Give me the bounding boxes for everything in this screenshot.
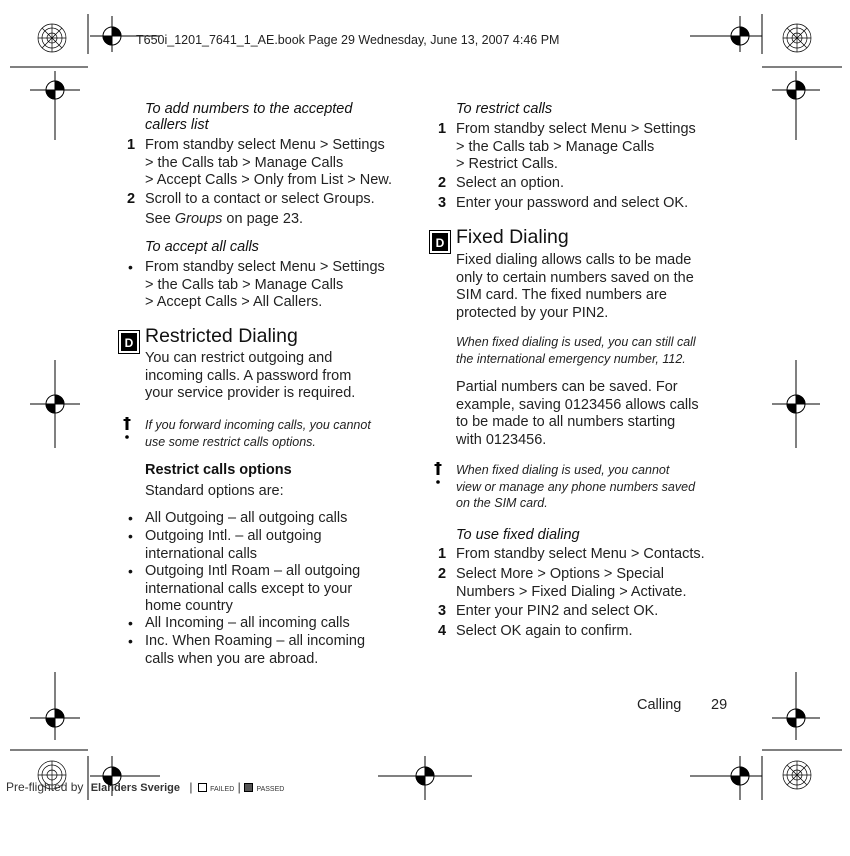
registration-target-bottom-left	[30, 709, 80, 727]
accept-all-heading: To accept all calls	[145, 239, 259, 255]
use-step-3: Enter your PIN2 and select OK.	[456, 603, 659, 619]
option-outgoing-intl: Outgoing Intl. – all outgoing international calls	[145, 528, 322, 562]
step-number: 1	[127, 137, 136, 153]
footer-section: Calling	[637, 697, 682, 713]
bullet: •	[128, 615, 133, 631]
bullet: •	[128, 528, 133, 544]
crop-mark-top-left	[10, 14, 88, 140]
color-wheel-top-left	[38, 24, 66, 52]
restrict-calls-heading: To restrict calls	[456, 101, 553, 117]
use-step-4: Select OK again to confirm.	[456, 623, 633, 639]
step-number: 2	[438, 175, 447, 191]
see-groups-reference: See Groups on page 23.	[145, 210, 304, 227]
step-number: 1	[438, 121, 447, 137]
registration-target-bottom-center	[378, 756, 472, 800]
add-step-1: From standby select Menu > Settings > the Calls tab > Manage Calls > Accept Calls > Only from List > New.	[145, 137, 393, 188]
bullet: •	[128, 510, 133, 526]
standard-options-text: Standard options are:	[145, 483, 284, 499]
failed-checkbox	[198, 783, 207, 792]
registration-target-bottom-right	[772, 709, 820, 727]
warning-icon	[434, 462, 442, 486]
option-all-outgoing: All Outgoing – all outgoing calls	[145, 510, 348, 526]
restrict-options-heading: Restrict calls options	[145, 462, 292, 478]
registration-target-mid-left	[30, 360, 80, 448]
sim-numbers-note: When fixed dialing is used, you cannot view or manage any phone numbers saved on the SIM card.	[456, 463, 696, 510]
registration-target-top-right	[690, 16, 762, 52]
bullet: •	[128, 633, 133, 649]
restrict-step-2: Select an option.	[456, 175, 565, 191]
use-step-1: From standby select Menu > Contacts.	[456, 546, 705, 562]
bullet: •	[128, 259, 133, 275]
step-number: 4	[438, 623, 447, 639]
passed-checkbox	[244, 783, 253, 792]
step-number: 3	[438, 603, 447, 619]
step-number: 2	[127, 191, 136, 207]
crop-mark-bottom-right	[762, 672, 842, 800]
emergency-number-note: When fixed dialing is used, you can still call the international emergency number, 112.	[456, 335, 696, 366]
print-header: T650i_1201_7641_1_AE.book Page 29 Wednesday, June 13, 2007 4:46 PM	[136, 33, 560, 47]
registration-target-left-top	[30, 81, 80, 99]
add-step-2: Scroll to a contact or select Groups. See Groups on page 23.	[145, 191, 375, 227]
elanders-logo: Elanders Sverige	[90, 782, 180, 794]
bullet: •	[128, 563, 133, 579]
option-all-incoming: All Incoming – all incoming calls	[145, 615, 350, 631]
option-outgoing-intl-roam: Outgoing Intl Roam – all outgoing international calls except to your home country	[145, 563, 361, 614]
svg-text:D: D	[124, 336, 134, 350]
warning-icon	[123, 417, 131, 441]
fixed-dialing-title: Fixed Dialing	[456, 226, 569, 248]
fixed-dialing-body: Fixed dialing allows calls to be made only to certain numbers saved on the SIM card. The fixed numbers are protected by your PIN2.	[456, 252, 694, 321]
page-number: 29	[711, 697, 728, 713]
restrict-step-3: Enter your password and select OK.	[456, 195, 689, 211]
step-number: 1	[438, 546, 447, 562]
registration-target-bottom-right-2	[690, 756, 762, 800]
add-numbers-heading: To add numbers to the accepted callers list	[145, 101, 353, 133]
restrict-step-1: From standby select Menu > Settings > the Calls tab > Manage Calls > Restrict Calls.	[456, 121, 696, 172]
use-fixed-dialing-heading: To use fixed dialing	[456, 527, 580, 543]
step-number: 2	[438, 566, 447, 582]
restricted-dialing-body: You can restrict outgoing and incoming calls. A password from your service provider is required.	[145, 350, 356, 401]
step-number: 3	[438, 195, 447, 211]
registration-target-right-top	[772, 81, 820, 99]
registration-target-mid-right	[772, 360, 820, 448]
option-inc-when-roaming: Inc. When Roaming – all incoming calls when you are abroad.	[145, 633, 366, 667]
use-step-2: Select More > Options > Special Numbers > Fixed Dialing > Activate.	[456, 566, 687, 600]
restricted-dialing-icon	[118, 330, 140, 354]
color-wheel-top-right	[783, 24, 811, 52]
fixed-dialing-icon	[429, 230, 451, 254]
partial-numbers-text: Partial numbers can be saved. For example, saving 0123456 allows calls to be made to all numbers starting with 0123456.	[456, 379, 699, 448]
accept-all-bullet: From standby select Menu > Settings > the Calls tab > Manage Calls > Accept Calls > All Callers.	[145, 259, 385, 310]
forward-calls-note: If you forward incoming calls, you cannot use some restrict calls options.	[145, 418, 371, 449]
preflight-stamp: Pre-flighted by Elanders Sverige | FAILED | PASSED	[6, 780, 285, 794]
restricted-dialing-title: Restricted Dialing	[145, 325, 298, 347]
color-wheel-bottom-right	[783, 761, 811, 789]
svg-text:D: D	[435, 236, 445, 250]
